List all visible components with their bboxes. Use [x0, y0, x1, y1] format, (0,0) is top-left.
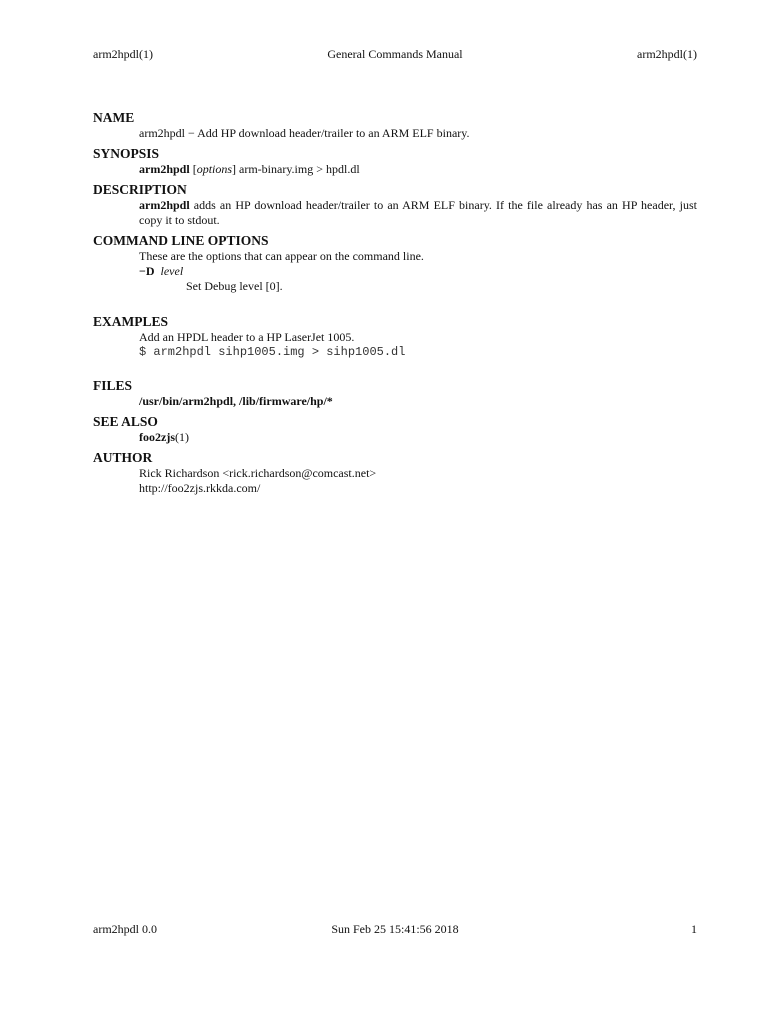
page-footer	[93, 922, 697, 937]
section-author	[93, 449, 697, 496]
page-header	[93, 47, 697, 62]
section-heading-description: DESCRIPTION	[93, 182, 187, 197]
footer-center: Sun Feb 25 15:41:56 2018	[331, 922, 459, 936]
author-contact: Rick Richardson <rick.richardson@comcast.net>	[139, 466, 377, 480]
example-code: $ arm2hpdl sihp1005.img > sihp1005.dl	[139, 345, 406, 359]
section-see-also	[93, 413, 697, 445]
name-text: arm2hpdl − Add HP download header/trailer to an ARM ELF binary.	[139, 126, 470, 140]
section-synopsis	[93, 145, 697, 177]
section-description	[93, 181, 697, 228]
files-text: /usr/bin/arm2hpdl, /lib/firmware/hp/*	[139, 394, 333, 408]
synopsis-open-bracket: [	[189, 162, 197, 176]
header-center: General Commands Manual	[327, 47, 463, 61]
see-also-ref-section: (1)	[175, 430, 189, 444]
footer-page-number: 1	[691, 922, 697, 936]
see-also-ref: foo2zjs	[139, 430, 175, 444]
section-heading-synopsis: SYNOPSIS	[93, 146, 160, 161]
header-left: arm2hpdl(1)	[93, 47, 153, 61]
option-flag: −D	[139, 264, 155, 278]
synopsis-options: options	[196, 162, 233, 176]
section-options	[93, 232, 697, 294]
description-text	[139, 198, 697, 228]
section-heading-examples: EXAMPLES	[93, 314, 169, 329]
section-heading-options: COMMAND LINE OPTIONS	[93, 233, 269, 248]
option-description: Set Debug level [0].	[186, 279, 283, 293]
section-heading-author: AUTHOR	[93, 450, 153, 465]
section-examples	[93, 313, 697, 360]
see-also-text	[139, 430, 697, 445]
page-content	[93, 109, 697, 500]
section-heading-name: NAME	[93, 110, 135, 125]
synopsis-command: arm2hpdl	[139, 162, 190, 176]
footer-left: arm2hpdl 0.0	[93, 922, 157, 936]
synopsis-rest: ] arm-binary.img > hpdl.dl	[232, 162, 360, 176]
synopsis-text	[139, 162, 697, 177]
section-heading-files: FILES	[93, 378, 133, 393]
header-right: arm2hpdl(1)	[637, 47, 697, 61]
section-name	[93, 109, 697, 141]
option-arg: level	[160, 264, 184, 278]
author-url: http://foo2zjs.rkkda.com/	[139, 481, 261, 495]
examples-intro: Add an HPDL header to a HP LaserJet 1005.	[139, 330, 355, 344]
section-heading-see-also: SEE ALSO	[93, 414, 158, 429]
section-files	[93, 377, 697, 409]
options-intro: These are the options that can appear on the command line.	[139, 249, 424, 263]
description-command: arm2hpdl	[139, 198, 190, 212]
option-debug	[139, 264, 697, 279]
man-page	[93, 0, 697, 1024]
description-body: adds an HP download header/trailer to an ARM ELF binary. If the file already has an HP header, just copy it to stdout.	[139, 198, 697, 227]
